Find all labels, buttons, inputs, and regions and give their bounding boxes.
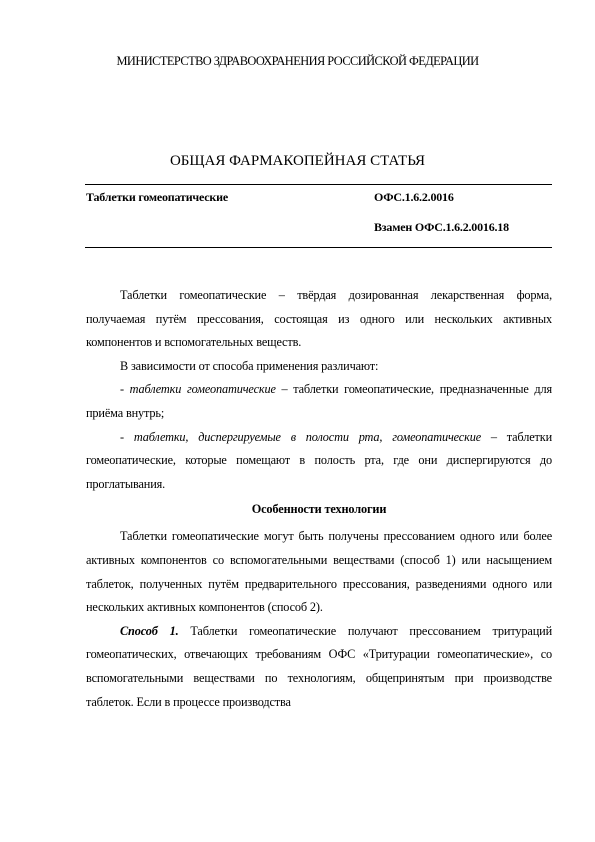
- section-heading: Особенности технологии: [251, 502, 387, 517]
- definition-oral-tablets: – таблетки гомеопатические, предназначенные для приёма внутрь;: [86, 382, 552, 420]
- method1-paragraph: [86, 620, 552, 714]
- method1-text: Таблетки гомеопатические получают прессованием тритураций гомеопатических, отвечающих требованиям ОФС «Тритурации гомеопатические», со вспомогательными веществами по технологиям, общепринятым при производстве таблеток. Если в процессе производства: [86, 623, 552, 709]
- method1-label: Способ 1.: [120, 623, 179, 638]
- list-item-oral: [86, 378, 552, 425]
- ministry-heading: МИНИСТЕРСТВО ЗДРАВООХРАНЕНИЯ РОССИЙСКОЙ ФЕДЕРАЦИИ: [116, 54, 479, 68]
- definition-dispersible-tablets: – таблетки гомеопатические, которые помещают в полость рта, где они диспергируются до проглатывания.: [86, 429, 553, 491]
- bottom-rule: [85, 247, 552, 248]
- term-dispersible-tablets: таблетки, диспергируемые в полости рта, гомеопатические: [133, 429, 482, 444]
- article-code: ОФС.1.6.2.0016: [374, 190, 454, 204]
- article-body: [86, 284, 552, 714]
- technology-paragraph: Таблетки гомеопатические могут быть получены прессованием одного или более активных компонентов со вспомогательными веществами (способ 1) или насыщением таблеток, полученных путём предварительного прессования, разведениями одного или нескольких активных компонентов (способ 2).: [86, 529, 552, 615]
- list-dash: -: [120, 429, 134, 444]
- article-name: Таблетки гомеопатические: [86, 190, 228, 204]
- distinguish-paragraph: В зависимости от способа применения различают:: [120, 358, 379, 373]
- intro-paragraph: Таблетки гомеопатические – твёрдая дозированная лекарственная форма, получаемая путём прессования, состоящая из одного или нескольких активных компонентов и вспомогательных веществ.: [86, 288, 552, 350]
- term-oral-tablets: таблетки гомеопатические: [129, 382, 276, 397]
- document-title: ОБЩАЯ ФАРМАКОПЕЙНАЯ СТАТЬЯ: [169, 153, 426, 169]
- list-item-dispersible: [86, 426, 552, 497]
- list-dash: -: [120, 382, 130, 397]
- article-replaces: Взамен ОФС.1.6.2.0016.18: [374, 220, 509, 234]
- top-rule: [85, 184, 552, 185]
